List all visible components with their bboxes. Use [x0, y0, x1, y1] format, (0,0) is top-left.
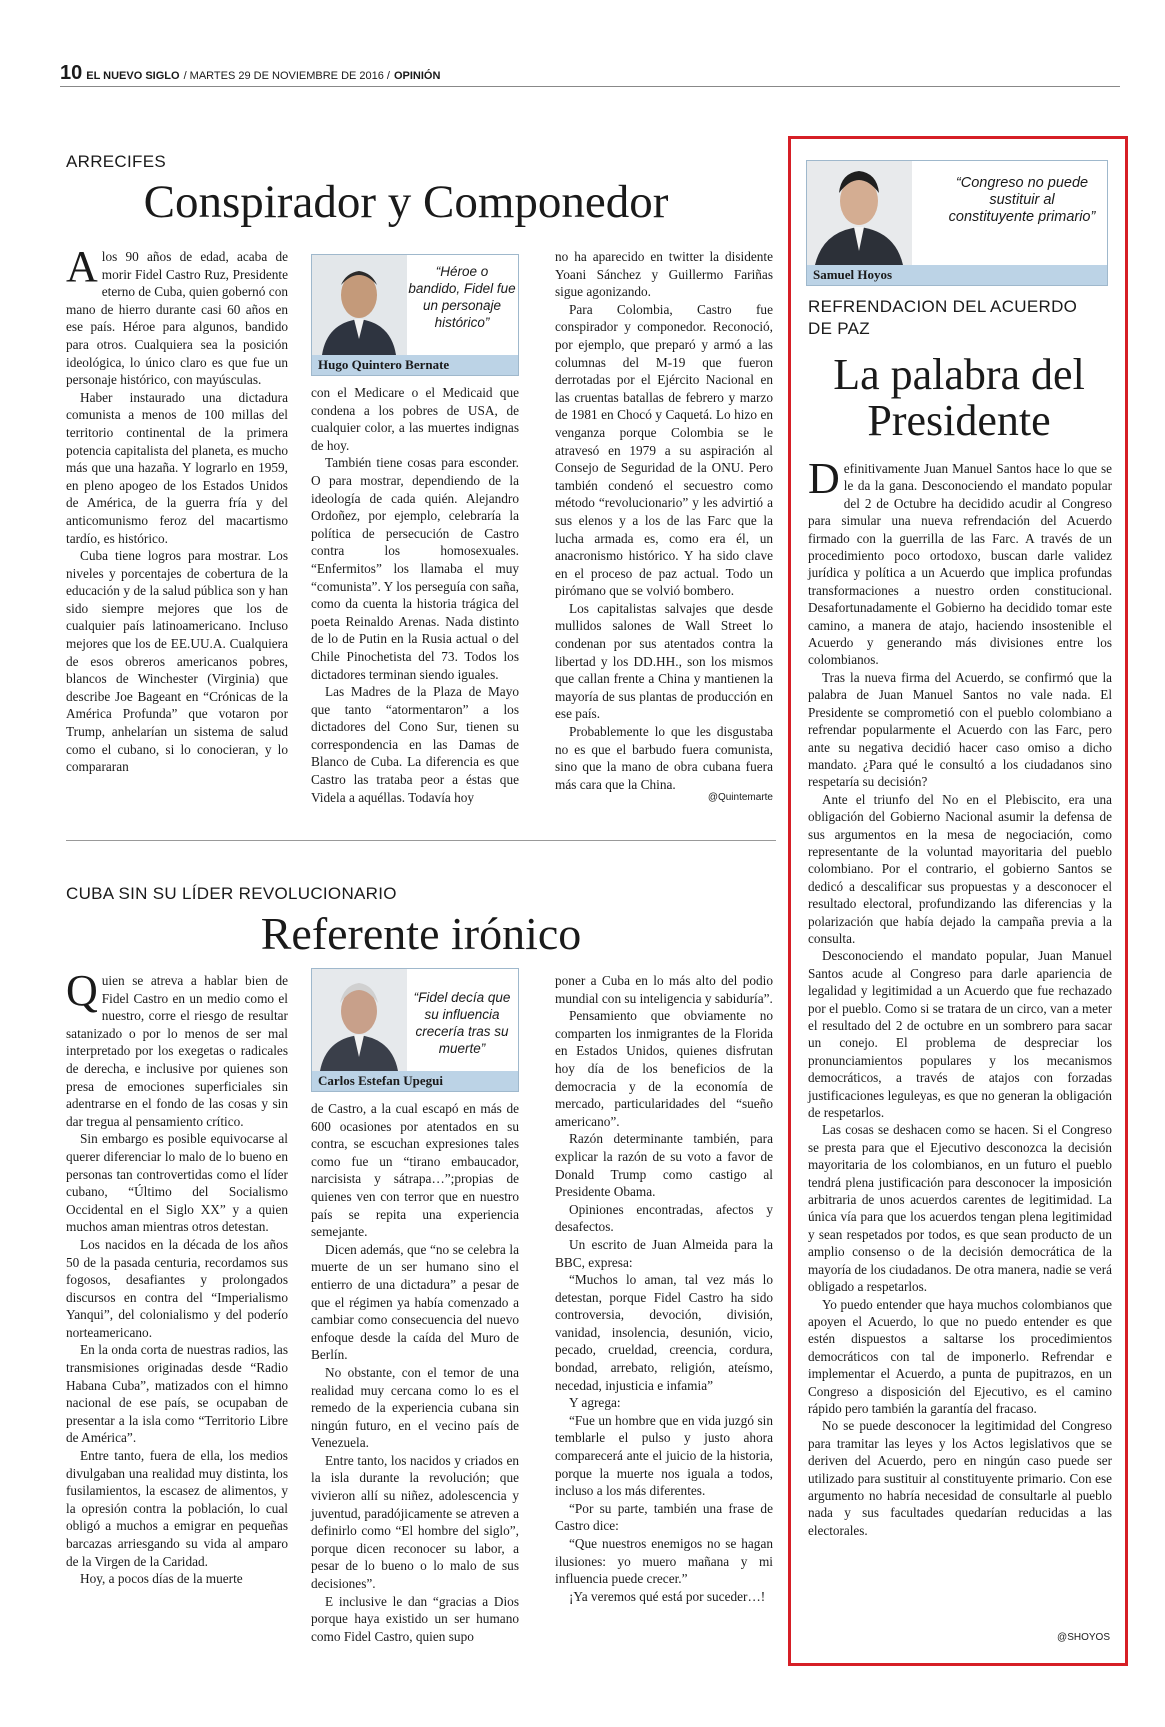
paragraph: Probablemente lo que les disgustaba no es que el barbudo fuera comunista, sino que la mano de obra cubana fuera más cara que la China. — [555, 724, 773, 792]
paragraph: Entre tanto, los nacidos y criados en la isla durante la revolución; que vivieron allí su niñez, adolescencia y juventud, paradójicamente se atreven a definirlo como “El hombre del siglo”, porque dicen reconocer su labor, a pesar de lo bueno o lo malo de sus decisiones”. — [311, 1452, 519, 1592]
paragraph: Yo puedo entender que haya muchos colombianos que apoyen el Acuerdo, lo que no puedo entender es que estén dispuestos a saltarse los procedimientos democráticos con tal de imponerlo. Refrendar e implementar el Acuerdo, a punta de pupitrazos, en un Congreso a disposición del Ejecutivo, es el camino rápido pero también la garantía del fracaso. — [808, 1296, 1112, 1416]
paragraph: Tras la nueva firma del Acuerdo, se confirmó que la palabra de Juan Manuel Santos no vale nada. El Presidente se comprometió con el pueblo colombiano a refrendar popularmente el Acuerdo con las Farc, pero ante su negativa decidió hacer caso omiso a dicho mandato. ¿Para qué le consultó a los ciudadanos sino respetaría su decisión? — [808, 669, 1112, 790]
paragraph: Un escrito de Juan Almeida para la BBC, expresa: — [555, 1236, 773, 1270]
paragraph: los 90 años de edad, acaba de morir Fidel Castro Ruz, Presidente eterno de Cuba, quien gobernó con mano de hierro durante casi 60 años en ese país. Héroe para algunos, bandido para otros. Cualquiera sea la posición ideológica, lo único claro es que fue un personaje histórico, con mayúsculas. — [66, 249, 288, 388]
paragraph: uien se atreva a hablar bien de Fidel Castro en un medio como el nuestro, corre el riesgo de resultar satanizado o por lo menos de ser mal interpretado por los exegetas o radicales de derecha, e inclusive por quienes son presa de emociones superficiales sin adentrarse en el fondo de las cosas y sin dar tregua al pensamiento crítico. — [66, 973, 288, 1129]
article2-kicker: CUBA SIN SU LÍDER REVOLUCIONARIO — [66, 884, 397, 903]
author-quote: “Héroe o bandido, Fidel fue un personaje histórico” — [408, 264, 516, 330]
issue-date: / MARTES 29 DE NOVIEMBRE DE 2016 / — [183, 70, 390, 82]
author-quote: “Fidel decía que su influencia crecería tras su muerte” — [413, 990, 511, 1056]
article3-body — [808, 454, 1112, 1539]
paragraph: poner a Cuba en lo más alto del podio mundial con su inteligencia y sabiduría”. — [555, 973, 773, 1006]
paragraph: Haber instaurado una dictadura comunista a menos de 100 millas del territorio continental de la primera potencia capitalista del planeta, es mucho más que una hazaña. Y lograrlo en 1959, en pleno apogeo de los Estados Unidos de América, de la guerra fría y del anticomunismo feroz del macartismo tardío, es histórico. — [66, 389, 288, 546]
paragraph: No obstante, con el temor de una realidad muy cercana como lo es el remedo de la experiencia cubana sin ningún futuro, en el vecino país de Venezuela. — [311, 1364, 519, 1451]
paper-name: EL NUEVO SIGLO — [86, 70, 180, 82]
paragraph: Entre tanto, fuera de ella, los medios divulgaban una realidad muy distinta, los fusilamientos, la escasez de alimentos, y la opresión contra la población, lo cual obligó a muchos a emigrar en pequeñas barcazas arriesgando su vida al amparo de la Virgen de la Caridad. — [66, 1448, 288, 1569]
paragraph: “Que nuestros enemigos no se hagan ilusiones: yo muero mañana y mi influencia puede crecer.” — [555, 1536, 773, 1587]
author-name: Hugo Quintero Bernate — [312, 355, 518, 375]
paragraph: Las cosas se deshacen como se hacen. Si el Congreso se presta para que el Ejecutivo desconozca la decisión mayoritaria de los colombianos, en un futuro el pueblo tendrá plena justificación para desconocer la imposición arbitraria de unos acuerdos carentes de legitimidad. La única vía para que los acuerdos tengan plena legitimidad y sean respetados por todos, es que sean producto de un amplio consenso o de la decisión democrática de la mayoría de los ciudadanos. De otra manera, nadie se verá obligado a respetarlos. — [808, 1122, 1112, 1295]
article2-column-2 — [311, 1100, 519, 1645]
article3-handle: @SHOYOS — [1057, 1632, 1110, 1643]
page-header — [60, 62, 1120, 87]
paragraph: Opiniones encontradas, afectos y desafectos. — [555, 1201, 773, 1235]
paragraph: Para Colombia, Castro fue conspirador y componedor. Reconoció, por ejemplo, que preparó y armó a las columnas del M-19 que fueron derrotadas por el Ejército Nacional en las cruentas batallas de febrero y marzo de 1981 en Chocó y Caquetá. Lo hizo en venganza porque Colombia se le atravesó en 1979 a su aspiración al Consejo de Seguridad de la ONU. Pero también condenó el secuestro como método “revolucionario” y les advirtió a sus elenos y a los de las Farc que la lucha armada es, como era él, un anacronismo histórico. Y ha sido clave en el proceso de paz actual. Todo un pirómano que se volvió bombero. — [555, 301, 773, 599]
author-photo — [312, 255, 407, 355]
paragraph: Sin embargo es posible equivocarse al querer diferenciar lo malo de lo bueno en personas tan controvertidas como el líder cubano, “Último del Socialismo Occidental en el Siglo XX” y a quien muchos aman mientras otros detestan. — [66, 1131, 288, 1235]
paragraph: “Muchos lo aman, tal vez más lo detestan, porque Fidel Castro ha sido controversia, devoción, división, vanidad, insolencia, desunión, vicio, pecado, crueldad, creencia, cordura, bondad, arrebato, religión, ateísmo, necedad, injusticia e infamia” — [555, 1272, 773, 1393]
article1-column-2 — [311, 384, 519, 806]
article3-dropcap: D — [808, 454, 840, 503]
author-box-hugo — [311, 254, 519, 376]
paragraph: Los capitalistas salvajes que desde mullidos salones de Wall Street lo condenan por sus atentados contra la libertad y los DD.HH., son los mismos que callan frente a China y mantienen la mayoría de sus plantas de producción en ese país. — [555, 600, 773, 722]
author-name: Samuel Hoyos — [807, 265, 1107, 285]
article3-headline: La palabra del Presidente — [833, 350, 1085, 446]
section-name: OPINIÓN — [393, 70, 441, 82]
article3-kicker: REFRENDACION DEL ACUERDO DE PAZ — [808, 297, 1078, 338]
article1-column-3 — [555, 248, 773, 793]
page-number: 10 — [60, 62, 83, 84]
paragraph: Desconociendo el mandato popular, Juan Manuel Santos acude al Congreso para darle apariencia de legalidad y legitimidad a un Acuerdo que fue rechazado por el pueblo. Como si se tratara de un circo, van a meter el resultado del 2 de octubre en un sombrero para sacar un conejo. El problema de despreciar los pronunciamientos populares y los mecanismos democráticos, a través de atajos con forzadas justificaciones leguleyas, es que no generan la obligación de respetarlos. — [808, 948, 1112, 1121]
paragraph: También tiene cosas para esconder. O para mostrar, dependiendo de la ideología de cada quién. Alejandro Ordoñez, por ejemplo, celebraría la política de persecución de Castro contra los homosexuales. “Enfermitos” los llamaba el muy “comunista”. Y los perseguía con saña, como da cuenta la historia trágica del poeta Reinaldo Arenas. Nada distinto de lo de Putin en la Rusia actual o del Chile Pinochetista del 73. Todos los dictadores terminan siendo iguales. — [311, 455, 519, 682]
paragraph: de Castro, a la cual escapó en más de 600 ocasiones por atentados en su contra, se escuchan expresiones tales como fue un “tirano embaucador, narcisista y sátrapa…”;propias de quienes ven con terror que en nuestro país se repita una experiencia semejante. — [311, 1101, 519, 1240]
paragraph: E inclusive le dan “gracias a Dios porque haya existido un ser humano como Fidel Castro, quien supo — [311, 1593, 519, 1644]
paragraph: Las Madres de la Plaza de Mayo que tanto “atormentaron” a los dictadores del Cono Sur, tienen su correspondencia en las Damas de Blanco de Cuba. La diferencia es que Castro las trataba peor a éstas que Videla a aquéllas. Todavía hoy — [311, 684, 519, 805]
paragraph: no ha aparecido en twitter la disidente Yoani Sánchez y Guillermo Fariñas sigue agonizando. — [555, 249, 773, 300]
paragraph: Dicen además, que “no se celebra la muerte de un ser humano sino el entierro de una dictadura” a pesar de que el régimen ya había comenzado a cambiar como consecuencia del nuevo enfoque desde la caída del Muro de Berlín. — [311, 1241, 519, 1363]
author-box-carlos — [311, 968, 519, 1092]
author-box-samuel — [806, 160, 1108, 286]
paragraph: Hoy, a pocos días de la muerte — [80, 1571, 243, 1587]
paragraph: “Por su parte, también una frase de Castro dice: — [555, 1500, 773, 1534]
article1-headline: Conspirador y Componedor — [143, 176, 669, 228]
author-quote: “Congreso no puede sustituir al constituyente primario” — [948, 175, 1096, 225]
article2-column-3 — [555, 972, 773, 1605]
paragraph: Ante el triunfo del No en el Plebiscito, era una obligación del Gobierno Nacional asumir la defensa de sus argumentos en la mesa de negociación, como representante de la voluntad mayoritaria del pueblo colombiano. Por el contrario, el gobierno Santos se dedicó a descalificar sus propuestas y a desconocer el resultado electoral, profundizando las diferencias y la polarización que había dejado la campaña previa a la consulta. — [808, 791, 1112, 946]
paragraph: Los nacidos en la década de los años 50 de la pasada centuria, recordamos sus fogosos, desafiantes y prolongados discursos en contra del “Imperialismo Yanqui”, del colonialismo y del poderío norteamericano. — [66, 1236, 288, 1340]
article2-column-1 — [66, 966, 288, 1588]
article1-kicker: ARRECIFES — [66, 152, 166, 171]
paragraph: Y agrega: — [569, 1395, 621, 1411]
article1-dropcap: A — [66, 242, 98, 291]
article1-column-1 — [66, 242, 288, 776]
paragraph: ¡Ya veremos qué está por suceder…! — [569, 1588, 766, 1604]
paragraph: Pensamiento que obviamente no comparten los inmigrantes de la Florida en Estados Unidos, quienes disfrutan hoy día de los beneficios de la democracia y de la economía de mercado, particularidades del “sueño americano”. — [555, 1008, 773, 1129]
paragraph: con el Medicare o el Medicaid que condena a los pobres de USA, de cualquier color, a las muertes indignas de hoy. — [311, 385, 519, 453]
section-divider — [66, 840, 776, 841]
article2-headline: Referente irónico — [260, 908, 582, 959]
paragraph: Cuba tiene logros para mostrar. Los niveles y porcentajes de cobertura de la educación y de la salud pública son y han sido siempre mejores que los de cualquier país latinoamericano. Incluso mejores que los de EE.UU.A. Cualquiera de esos obreros americanos pobres, blancos de Winchester (Virginia) que describe Joe Bageant en “Crónicas de la América Profunda” que votaron por Trump, anhelarían un sistema de salud como el cubano, si lo conocieran, y lo compararan — [66, 548, 288, 775]
paragraph: efinitivamente Juan Manuel Santos hace lo que se le da la gana. Desconociendo el mandato popular del 2 de Octubre ha decidido acudir al Congreso para simular una nueva refrendación del Acuerdo firmado con la guerrilla de las Farc. A través de un procedimiento poco ortodoxo, buscan darle validez jurídica y política a un Acuerdo que implica profundas transformaciones a nuestro orden constitucional. Desafortunadamente el Gobierno ha decidido tomar este camino, a manera de atajo, haciendo insostenible el Acuerdo y generando más divisiones entre los colombianos. — [808, 461, 1112, 668]
paragraph: En la onda corta de nuestras radios, las transmisiones originadas desde “Radio Habana Cuba”, matizados con el himno nacional de ese país, se ocupaban de presentar a la isla como “Territorio Libre de América”. — [66, 1342, 288, 1446]
author-photo — [312, 969, 407, 1071]
paragraph: Razón determinante también, para explicar la razón de su voto a favor de Donald Trump como castigo al Presidente Obama. — [555, 1131, 773, 1200]
author-photo — [807, 161, 912, 265]
paragraph: “Fue un hombre que en vida juzgó sin temblarle el pulso y justo ahora comparecerá ante el juicio de la historia, porque la muerte nos iguala a todos, incluso a los más diferentes. — [555, 1412, 773, 1499]
paragraph: No se puede desconocer la legitimidad del Congreso para tramitar las leyes y los Actos legislativos que se deriven del Acuerdo, pero en ningún caso puede ser utilizado para sustituir al constituyente primario. Con ese argumento no habría necesidad de consultarle al pueblo nada y sus facultades quedarían reducidas a las electorales. — [808, 1418, 1112, 1538]
author-name: Carlos Estefan Upegui — [312, 1071, 518, 1091]
article2-dropcap: Q — [66, 966, 98, 1015]
article1-handle: @Quintemarte — [707, 792, 773, 803]
